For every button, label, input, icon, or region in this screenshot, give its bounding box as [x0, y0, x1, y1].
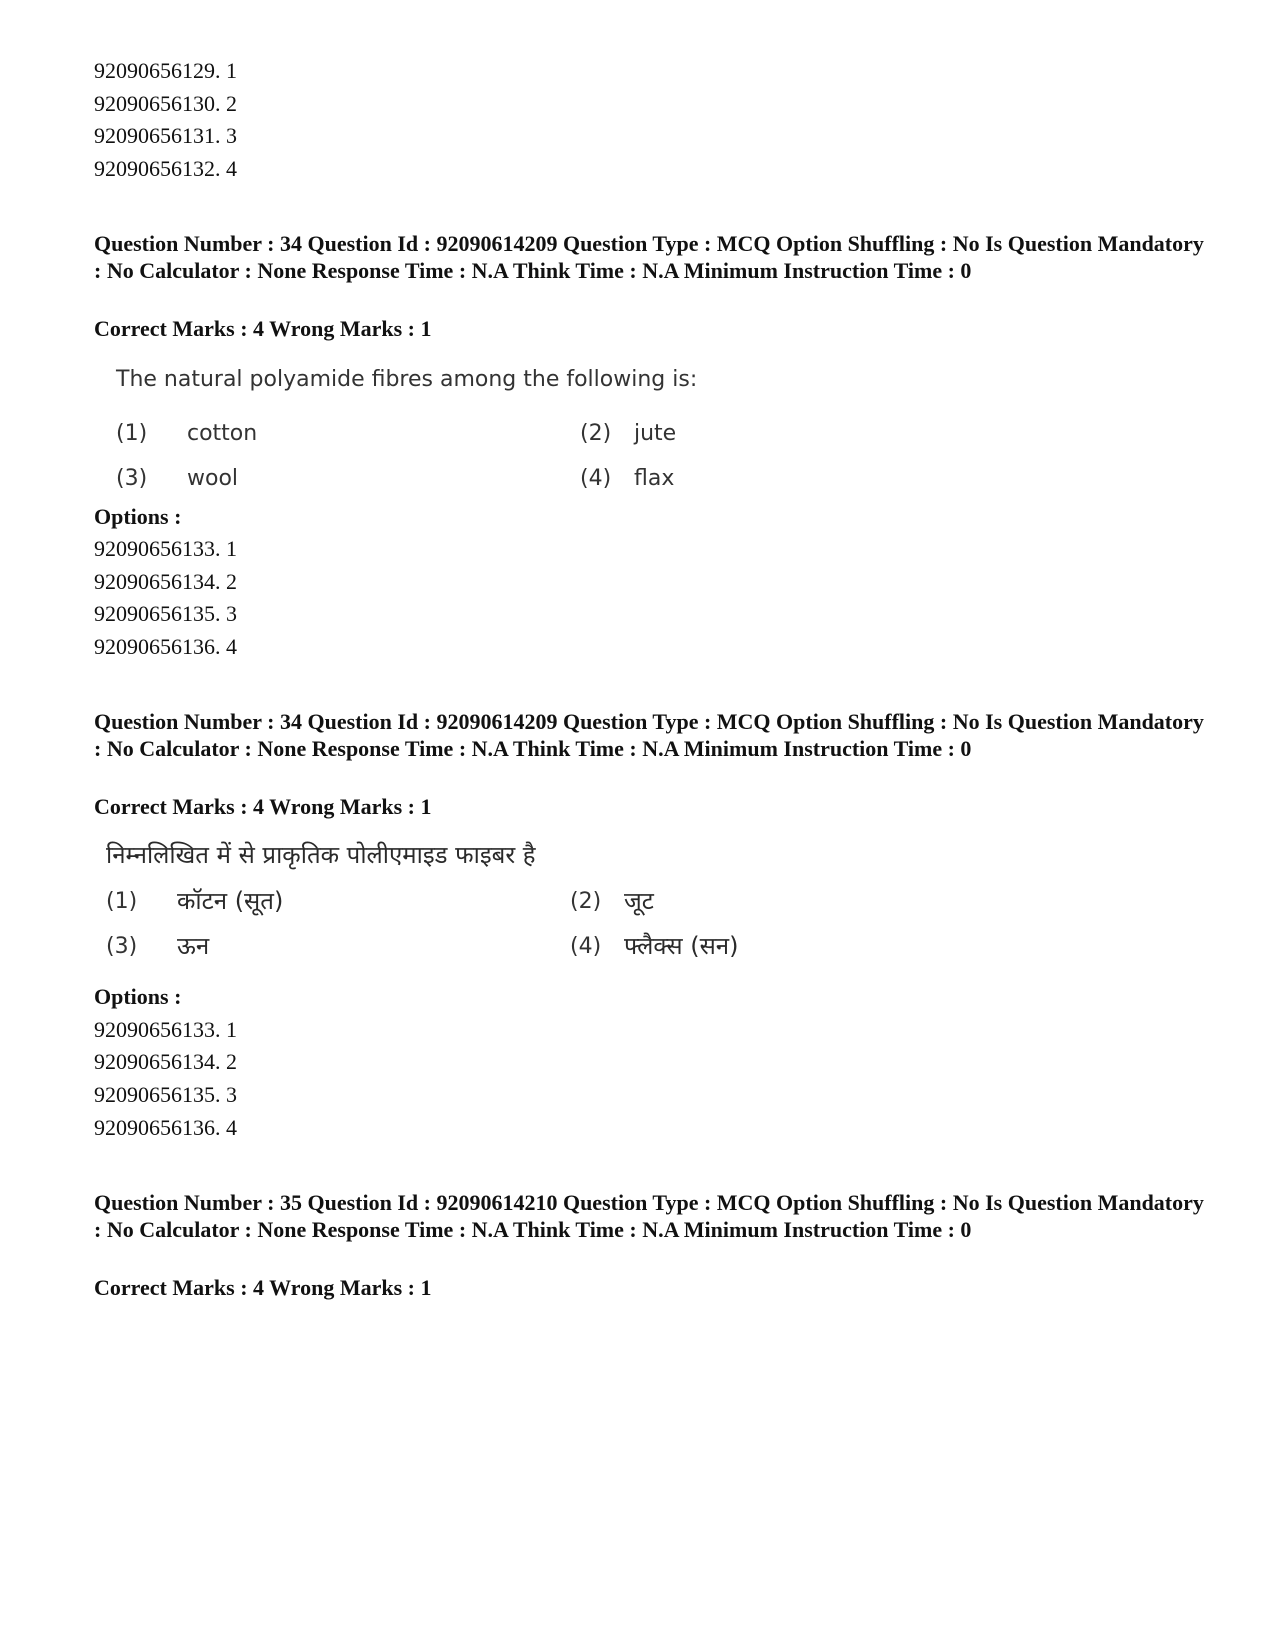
choice-text: jute: [634, 421, 677, 446]
choice-number: (4): [570, 934, 602, 959]
choice-text: wool: [187, 466, 239, 491]
marks-line: Correct Marks : 4 Wrong Marks : 1: [94, 1275, 432, 1300]
question-text: The natural polyamide fibres among the following is:: [116, 367, 698, 392]
choice-number: (3): [116, 466, 148, 491]
option-line: 92090656136. 4: [94, 634, 237, 659]
option-line: 92090656135. 3: [94, 601, 237, 626]
option-line: 92090656134. 2: [94, 569, 237, 594]
choice-text: जूट: [624, 887, 654, 915]
option-line: 92090656136. 4: [94, 1115, 237, 1140]
question-meta: Question Number : 35 Question Id : 92090614210 Question Type : MCQ Option Shuffling : No Is Question Mandatory : No Calculator : None Response Time : N.A Think Time : N.A Minimum Instruction Time : 0: [94, 1190, 1204, 1242]
choice-number: (1): [106, 889, 138, 914]
option-line: 92090656133. 1: [94, 1017, 237, 1042]
question-text: निम्नलिखित में से प्राकृतिक पोलीएमाइड फाइबर है: [106, 841, 536, 869]
option-line: 92090656135. 3: [94, 1082, 237, 1107]
marks-line: Correct Marks : 4 Wrong Marks : 1: [94, 316, 432, 341]
options-heading: Options :: [94, 984, 182, 1009]
choice-text: cotton: [187, 421, 258, 446]
choice-number: (2): [580, 421, 612, 446]
choice-text: ऊन: [177, 932, 210, 960]
options-heading: Options :: [94, 504, 182, 529]
marks-line: Correct Marks : 4 Wrong Marks : 1: [94, 794, 432, 819]
option-line: 92090656133. 1: [94, 536, 237, 561]
choice-text: कॉटन (सूत): [177, 887, 284, 915]
choice-number: (2): [570, 889, 602, 914]
option-line: 92090656131. 3: [94, 123, 237, 148]
choice-number: (3): [106, 934, 138, 959]
question-meta: Question Number : 34 Question Id : 92090614209 Question Type : MCQ Option Shuffling : No Is Question Mandatory : No Calculator : None Response Time : N.A Think Time : N.A Minimum Instruction Time : 0: [94, 709, 1204, 761]
option-line: 92090656130. 2: [94, 91, 237, 116]
choice-number: (1): [116, 421, 148, 446]
choice-text: flax: [634, 466, 675, 491]
question-meta: Question Number : 34 Question Id : 92090614209 Question Type : MCQ Option Shuffling : No Is Question Mandatory : No Calculator : None Response Time : N.A Think Time : N.A Minimum Instruction Time : 0: [94, 231, 1204, 283]
option-line: 92090656129. 1: [94, 58, 237, 83]
choice-number: (4): [580, 466, 612, 491]
option-line: 92090656132. 4: [94, 156, 237, 181]
choice-text: फ्लैक्स (सन): [624, 932, 739, 960]
option-line: 92090656134. 2: [94, 1049, 237, 1074]
